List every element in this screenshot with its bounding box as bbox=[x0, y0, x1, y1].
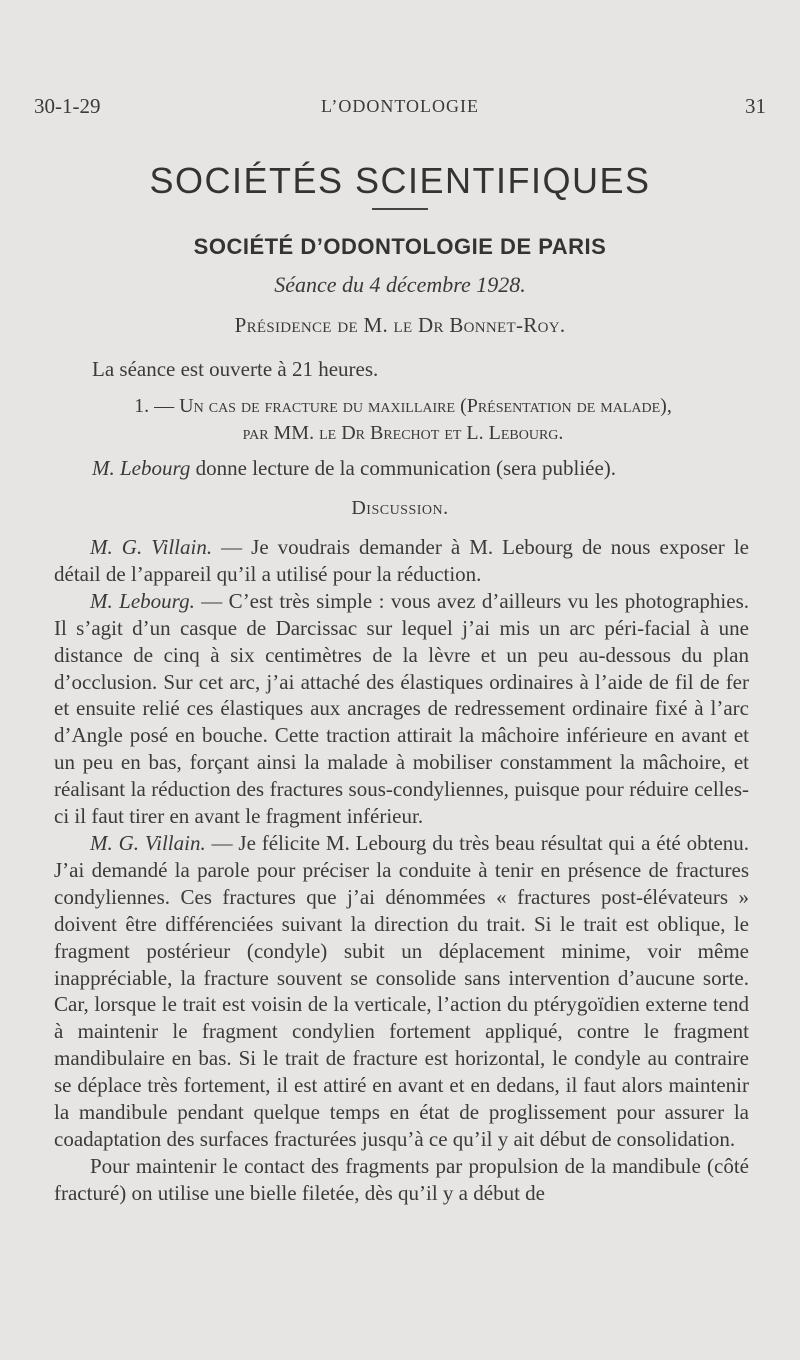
speaker-name: M. G. Villain. bbox=[90, 535, 213, 559]
paragraph bbox=[54, 1153, 749, 1207]
paragraph bbox=[54, 830, 749, 1153]
paragraph-text: Pour maintenir le contact des fragments par propulsion de la mandibule (côté fracturé) on utilise une bielle filetée, dès qu’il y a début de bbox=[54, 1153, 749, 1205]
paragraph bbox=[54, 588, 749, 830]
discussion-body bbox=[54, 534, 749, 1207]
item-title-line-2: par MM. le Dr Brechot et L. Lebourg. bbox=[242, 422, 564, 444]
paragraph-text: — Je voudrais demander à M. Lebourg de nous exposer le détail de l’appareil qu’il a utilisé pour la réduction. bbox=[54, 535, 749, 586]
presidence-line: Présidence de M. le Dr Bonnet-Roy. bbox=[234, 313, 566, 337]
society-title: SOCIÉTÉ D’ODONTOLOGIE DE PARIS bbox=[193, 234, 607, 259]
journal-title: L’ODONTOLOGIE bbox=[321, 96, 479, 116]
session-date: Séance du 4 décembre 1928. bbox=[274, 272, 526, 297]
item-title-line-1: 1. — Un cas de fracture du maxillaire (Présentation de malade), bbox=[134, 395, 672, 417]
running-head bbox=[34, 94, 766, 124]
speaker-name: M. Lebourg bbox=[92, 456, 191, 480]
discussion-heading: Discussion. bbox=[351, 497, 449, 519]
title-divider bbox=[372, 208, 428, 210]
issue-date: 30-1-29 bbox=[34, 94, 101, 118]
item-title bbox=[58, 393, 748, 447]
speaker-name: M. Lebourg. bbox=[90, 588, 195, 613]
page-number: 31 bbox=[745, 94, 766, 118]
paragraph-text: — C’est très simple : vous avez d’ailleurs vu les photographies. Il s’agit d’un casque de Darcissac sur lequel j’ai mis un arc péri-facial à une distance de cinq à six centimètres de la lèvre et un peu au-dessous du plan d’occlusion. Sur cet arc, j’ai attaché des élastiques ordinaires à l’aide de fil de fer et ensuite relié ces élastiques aux ancrages de redressement ordinaire fixé à l’arc d’Angle posé en bouche. Cette traction attirait la mâchoire inférieure en avant et un peu en bas, forçant ainsi la malade à mobiliser constamment la mâchoire, et réalisant la réduction des fractures sous-condyliennes, puisque pour réduire celles-ci il faut tirer en avant le fragment inférieur. bbox=[54, 588, 749, 829]
opening-line: La séance est ouverte à 21 heures. bbox=[92, 357, 379, 381]
paragraph-text: — Je félicite M. Lebourg du très beau résultat qui a été obtenu. J’ai demandé la parole pour préciser la conduite à tenir en présence de fractures condyliennes. Ces fractures que j’ai dénommées « fractures post-élévateurs » doivent être différenciées suivant la direction du trait. Si le trait est oblique, le fragment postérieur (condyle) subit un déplacement minime, voir même inappréciable, la fracture souvent se consolide sans intervention d’aucune sorte. Car, lorsque le trait est voisin de la verticale, l’action du ptérygoïdien externe tend à maintenir le fragment condylien fortement appliqué, contre le fragment mandibulaire en bas. Si le trait de fracture est horizontal, le condyle au contraire se déplace très fortement, il est attiré en avant et en dedans, il faut alors maintenir la mandibule pendant quelque temps en état de proglissement pour assurer la coadaptation des surfaces fracturées jusqu’à ce qu’il y ait début de consolidation. bbox=[54, 830, 750, 1151]
paragraph bbox=[54, 534, 749, 588]
reading-line bbox=[92, 455, 752, 482]
section-title: SOCIÉTÉS SCIENTIFIQUES bbox=[149, 160, 651, 201]
reading-text: donne lecture de la communication (sera publiée). bbox=[190, 456, 617, 480]
speaker-name: M. G. Villain. bbox=[90, 830, 206, 855]
